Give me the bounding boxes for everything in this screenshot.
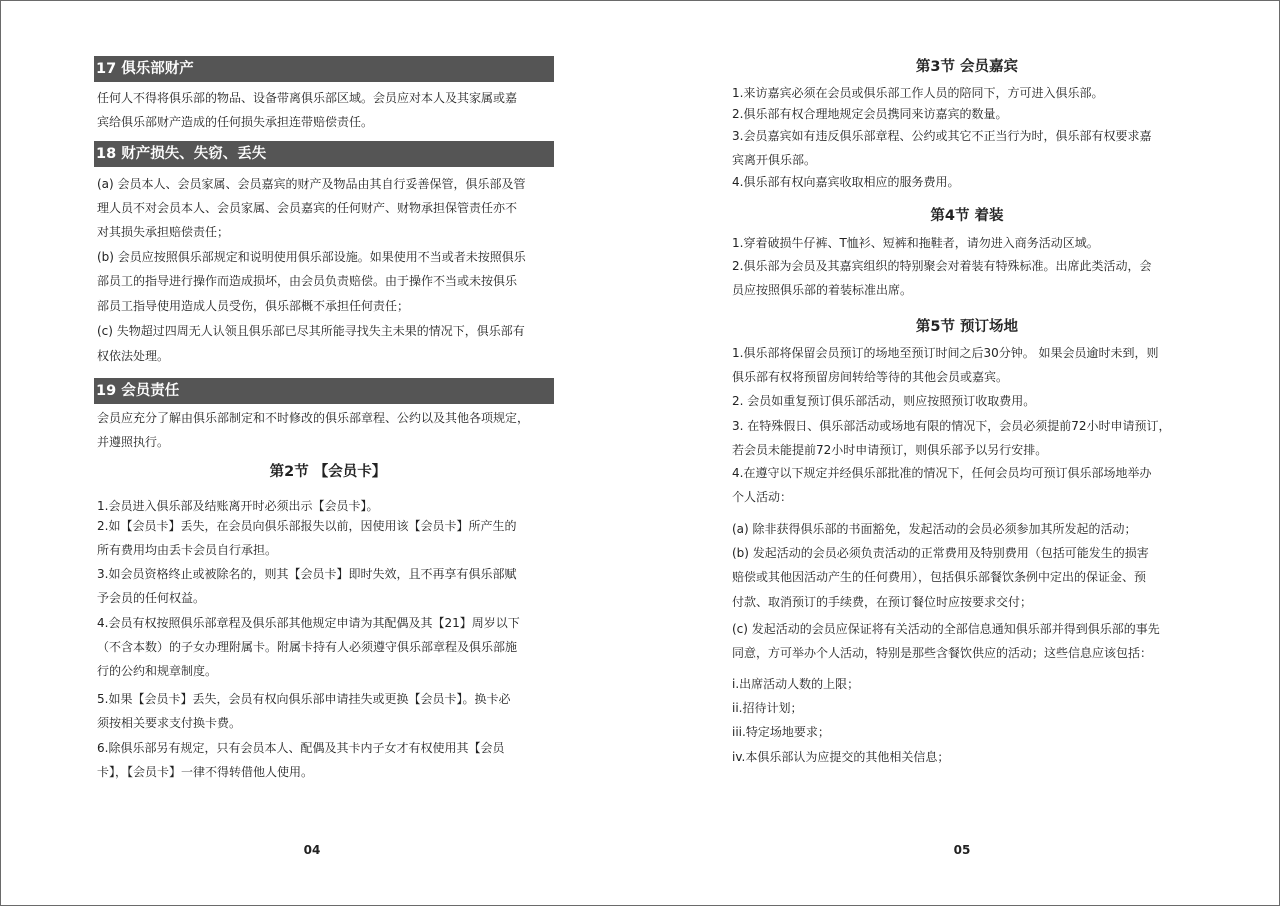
section-4-line: 2.俱乐部为会员及其嘉宾组织的特别聚会对着装有特殊标准。出席此类活动，会 (732, 259, 1152, 273)
section-18-line: 部员工指导使用造成人员受伤，俱乐部概不承担任何责任； (97, 299, 410, 313)
section-5-line: (b) 发起活动的会员必须负责活动的正常费用及特别费用（包括可能发生的损害 (732, 546, 1149, 560)
section-5-line: 若会员未能提前72小时申请预订，则俱乐部予以另行安排。 (732, 443, 1048, 457)
section-5-line: i.出席活动人数的上限； (732, 677, 860, 691)
section-4-line: 1.穿着破损牛仔裤、T恤衫、短裤和拖鞋者，请勿进入商务活动区域。 (732, 236, 1099, 250)
section-17-line: 宾给俱乐部财产造成的任何损失承担连带赔偿责任。 (97, 115, 374, 129)
section-17-line: 任何人不得将俱乐部的物品、设备带离俱乐部区域。会员应对本人及其家属或嘉 (97, 91, 518, 105)
section-18-line: 部员工的指导进行操作而造成损坏，由会员负责赔偿。由于操作不当或未按俱乐 (97, 274, 518, 288)
section-3-line: 宾离开俱乐部。 (732, 153, 817, 167)
section-5-line: 1.俱乐部将保留会员预订的场地至预订时间之后30分钟。 如果会员逾时未到，则 (732, 346, 1159, 360)
section-18-line: (b) 会员应按照俱乐部规定和说明使用俱乐部设施。如果使用不当或者未按照俱乐 (97, 250, 526, 264)
page-number-left: 04 (303, 843, 321, 857)
section-5-line: ii.招待计划； (732, 701, 803, 715)
section-2-line: 6.除俱乐部另有规定，只有会员本人、配偶及其卡内子女才有权使用其【会员 (97, 741, 505, 755)
section-3-title: 第3节 会员嘉宾 (915, 59, 1019, 75)
section-3-line: 2.俱乐部有权合理地规定会员携同来访嘉宾的数量。 (732, 107, 1008, 121)
section-18-line: 权依法处理。 (97, 349, 170, 363)
section-2-line: 所有费用均由丢卡会员自行承担。 (97, 543, 278, 557)
section-19-line: 会员应充分了解由俱乐部制定和不时修改的俱乐部章程、公约以及其他各项规定， (97, 411, 530, 425)
section-2-line: 卡】，【会员卡】一律不得转借他人使用。 (97, 765, 314, 779)
section-5-line: 3. 在特殊假日、俱乐部活动或场地有限的情况下，会员必须提前72小时申请预订， (732, 419, 1171, 433)
section-19-heading: 19 会员责任 (94, 378, 554, 404)
section-5-line: (a) 除非获得俱乐部的书面豁免，发起活动的会员必须参加其所发起的活动； (732, 522, 1137, 536)
section-5-line: 2. 会员如重复预订俱乐部活动，则应按照预订收取费用。 (732, 394, 1036, 408)
section-2-line: 须按相关要求支付换卡费。 (97, 716, 242, 730)
section-18-line: (a) 会员本人、会员家属、会员嘉宾的财产及物品由其自行妥善保管，俱乐部及管 (97, 177, 526, 191)
section-2-line: 5.如果【会员卡】丢失，会员有权向俱乐部申请挂失或更换【会员卡】。换卡必 (97, 692, 511, 706)
section-5-line: 付款、取消预订的手续费，在预订餐位时应按要求交付； (732, 595, 1033, 609)
section-5-line: 赔偿或其他因活动产生的任何费用），包括俱乐部餐饮条例中定出的保证金、预 (732, 570, 1147, 584)
section-18-line: 理人员不对会员本人、会员家属、会员嘉宾的任何财产、财物承担保管责任亦不 (97, 201, 518, 215)
section-2-line: （不含本数）的子女办理附属卡。附属卡持有人必须遵守俱乐部章程及俱乐部施 (97, 640, 518, 654)
section-5-line: iii.特定场地要求； (732, 725, 830, 739)
section-5-line: iv.本俱乐部认为应提交的其他相关信息； (732, 750, 950, 764)
section-18-line: 对其损失承担赔偿责任； (97, 225, 230, 239)
section-2-line: 2.如【会员卡】丢失，在会员向俱乐部报失以前，因使用该【会员卡】所产生的 (97, 519, 517, 533)
section-2-line: 予会员的任何权益。 (97, 591, 206, 605)
section-5-line: 个人活动： (732, 490, 793, 504)
section-2-line: 4.会员有权按照俱乐部章程及俱乐部其他规定申请为其配偶及其【21】周岁以下 (97, 616, 520, 630)
section-3-line: 1.来访嘉宾必须在会员或俱乐部工作人员的陪同下，方可进入俱乐部。 (732, 86, 1104, 100)
section-5-line: (c) 发起活动的会员应保证将有关活动的全部信息通知俱乐部并得到俱乐部的事先 (732, 622, 1160, 636)
section-5-line: 4.在遵守以下规定并经俱乐部批准的情况下，任何会员均可预订俱乐部场地举办 (732, 466, 1152, 480)
section-2-line: 3.如会员资格终止或被除名的，则其【会员卡】即时失效，且不再享有俱乐部赋 (97, 567, 517, 581)
section-2-line: 行的公约和规章制度。 (97, 664, 218, 678)
section-3-line: 4.俱乐部有权向嘉宾收取相应的服务费用。 (732, 175, 960, 189)
section-4-line: 员应按照俱乐部的着装标准出席。 (732, 283, 913, 297)
section-5-line: 俱乐部有权将预留房间转给等待的其他会员或嘉宾。 (732, 370, 1009, 384)
section-18-line: (c) 失物超过四周无人认领且俱乐部已尽其所能寻找失主未果的情况下，俱乐部有 (97, 324, 525, 338)
section-5-line: 同意，方可举办个人活动，特别是那些含餐饮供应的活动；这些信息应该包括： (732, 646, 1153, 660)
page-number-right: 05 (953, 843, 971, 857)
section-18-heading: 18 财产损失、失窃、丢失 (94, 141, 554, 167)
section-2-title: 第2节 【会员卡】 (269, 464, 387, 480)
section-17-heading: 17 俱乐部财产 (94, 56, 554, 82)
section-19-line: 并遵照执行。 (97, 435, 170, 449)
section-3-line: 3.会员嘉宾如有违反俱乐部章程、公约或其它不正当行为时，俱乐部有权要求嘉 (732, 129, 1152, 143)
right-page (640, 0, 1280, 906)
section-2-line: 1.会员进入俱乐部及结账离开时必须出示【会员卡】。 (97, 499, 379, 513)
section-4-title: 第4节 着装 (930, 208, 1004, 224)
section-5-title: 第5节 预订场地 (915, 319, 1019, 335)
